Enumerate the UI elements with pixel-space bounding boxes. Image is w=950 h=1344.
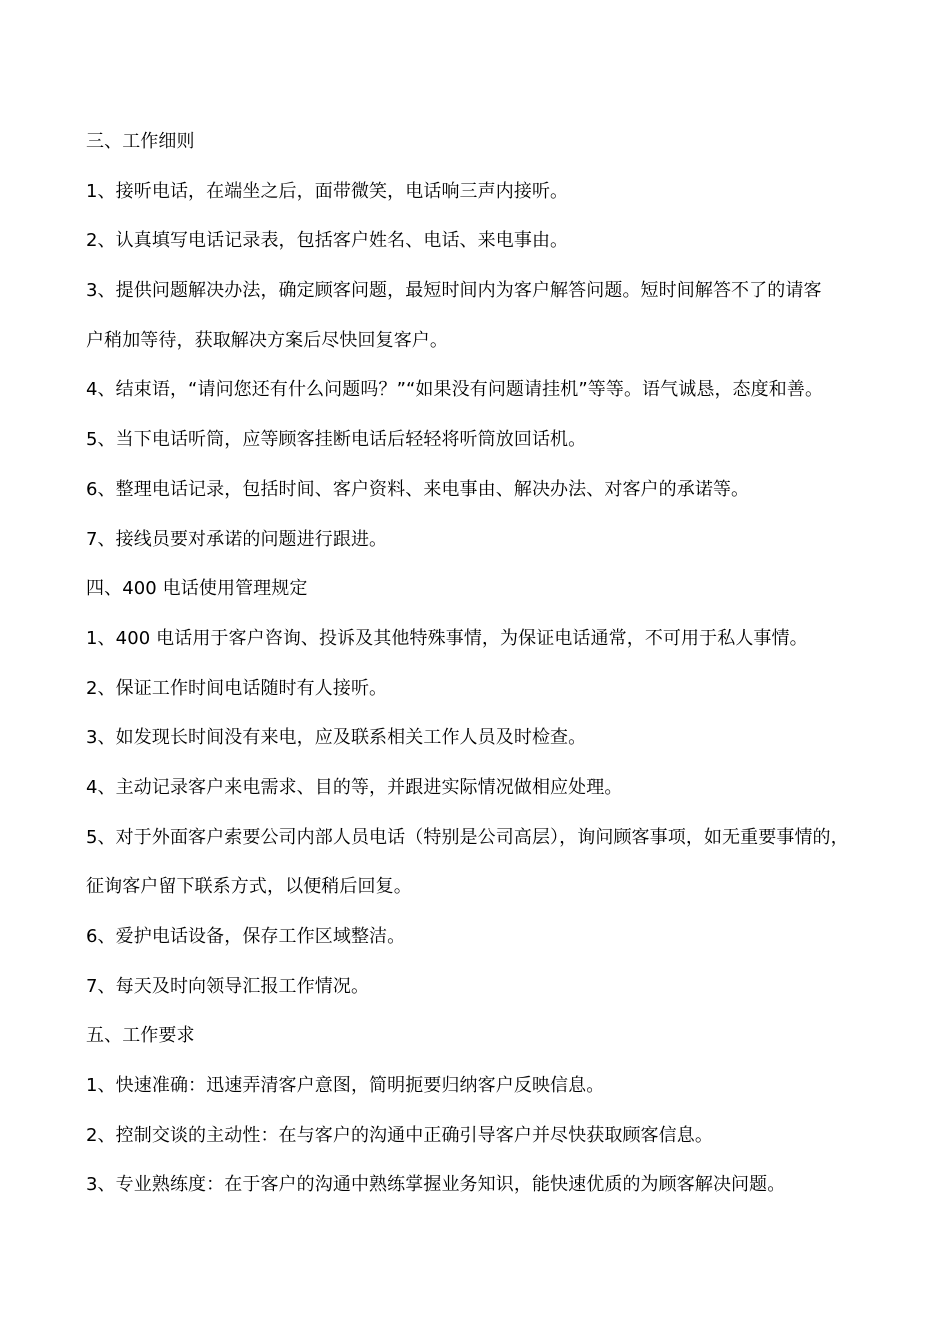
paragraph-line: 4、主动记录客户来电需求、目的等，并跟进实际情况做相应处理。 bbox=[86, 776, 623, 798]
paragraph-line: 户稍加等待，获取解决方案后尽快回复客户。 bbox=[86, 329, 448, 351]
paragraph-line: 2、控制交谈的主动性：在与客户的沟通中正确引导客户并尽快获取顾客信息。 bbox=[86, 1124, 713, 1146]
document-page bbox=[86, 117, 876, 1210]
paragraph-line: 2、保证工作时间电话随时有人接听。 bbox=[86, 677, 388, 699]
paragraph-line: 2、认真填写电话记录表，包括客户姓名、电话、来电事由。 bbox=[86, 230, 569, 252]
paragraph-line: 5、当下电话听筒，应等顾客挂断电话后轻轻将听筒放回话机。 bbox=[86, 429, 587, 451]
section-heading-400-phone-rules: 四、400 电话使用管理规定 bbox=[86, 578, 308, 600]
paragraph-line: 5、对于外面客户索要公司内部人员电话（特别是公司高层），询问顾客事项，如无重要事情的， bbox=[86, 826, 849, 848]
paragraph-line: 1、400 电话用于客户咨询、投诉及其他特殊事情，为保证电话通常，不可用于私人事情。 bbox=[86, 627, 808, 649]
paragraph-line: 4、结束语，“请问您还有什么问题吗？”“如果没有问题请挂机”等等。语气诚恳，态度和善。 bbox=[86, 379, 824, 401]
paragraph-line: 1、快速准确：迅速弄清客户意图，简明扼要归纳客户反映信息。 bbox=[86, 1075, 605, 1097]
paragraph-line: 3、如发现长时间没有来电，应及联系相关工作人员及时检查。 bbox=[86, 727, 587, 749]
paragraph-line: 1、接听电话，在端坐之后，面带微笑，电话响三声内接听。 bbox=[86, 180, 569, 202]
paragraph-line: 3、专业熟练度：在于客户的沟通中熟练掌握业务知识，能快速优质的为顾客解决问题。 bbox=[86, 1174, 786, 1196]
section-heading-work-requirements: 五、工作要求 bbox=[86, 1025, 195, 1047]
paragraph-line: 征询客户留下联系方式，以便稍后回复。 bbox=[86, 876, 412, 898]
paragraph-line: 3、提供问题解决办法，确定顾客问题，最短时间内为客户解答问题。短时间解答不了的请客 bbox=[86, 280, 822, 302]
paragraph-line: 7、每天及时向领导汇报工作情况。 bbox=[86, 975, 370, 997]
paragraph-line: 7、接线员要对承诺的问题进行跟进。 bbox=[86, 528, 388, 550]
paragraph-line: 6、整理电话记录，包括时间、客户资料、来电事由、解决办法、对客户的承诺等。 bbox=[86, 478, 750, 500]
paragraph-line: 6、爱护电话设备，保存工作区域整洁。 bbox=[86, 926, 406, 947]
section-heading-work-rules: 三、工作细则 bbox=[86, 131, 195, 152]
